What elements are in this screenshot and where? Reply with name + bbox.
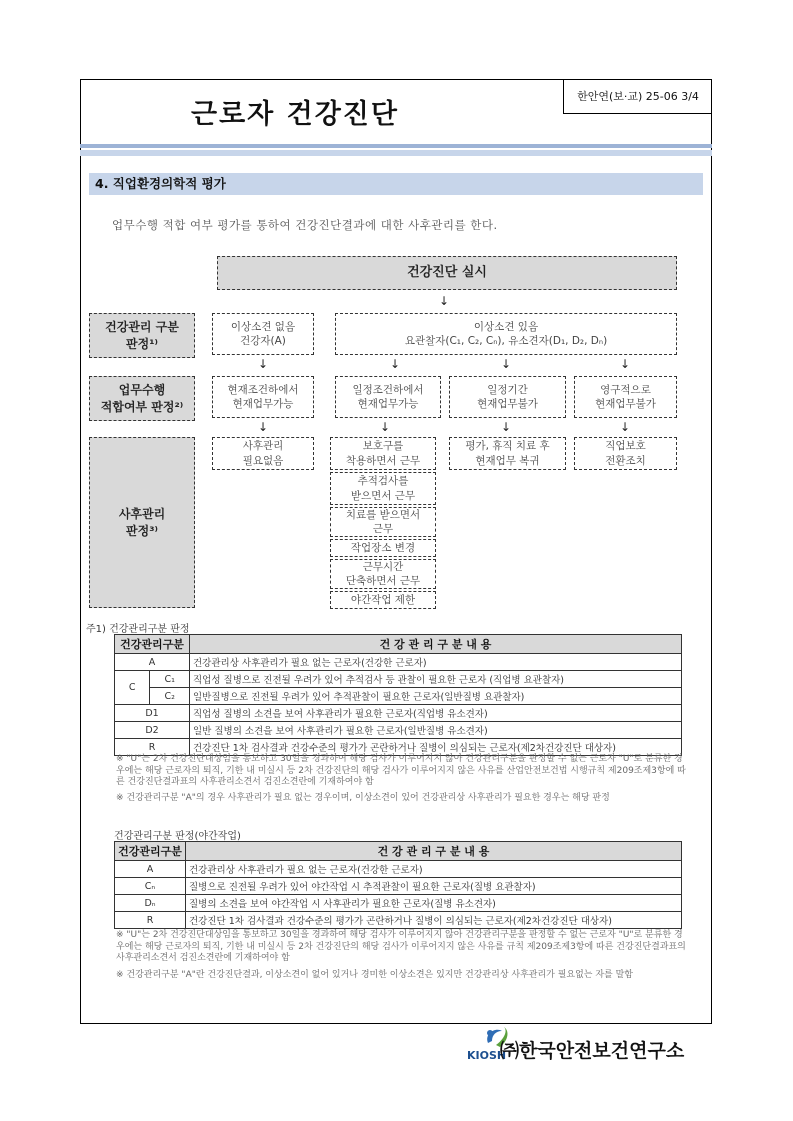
section-heading: 4. 직업환경의학적 평가 (89, 173, 703, 195)
box-no-followup: 사후관리 필요없음 (212, 437, 314, 470)
arrow-down-icon: ↓ (620, 357, 631, 371)
header-divider (80, 144, 712, 148)
arrow-down-icon: ↓ (501, 357, 512, 371)
table-header: 건 강 관 리 구 분 내 용 (190, 635, 682, 654)
table-row (115, 688, 682, 705)
organization-name: ㈜한국안전보건연구소 (500, 1040, 685, 1062)
table-cell-text: 질병의 소견을 보여 야간작업 시 사후관리가 필요한 근로자(질병 유소견자) (186, 895, 682, 912)
arrow-down-icon: ↓ (620, 420, 631, 434)
table-cell-code: D2 (115, 722, 190, 739)
table-header: 건강관리구분 (115, 635, 190, 654)
table-cell-code: D1 (115, 705, 190, 722)
table-row (115, 722, 682, 739)
table-cell-text: 일반질병으로 진전될 우려가 있어 추적관찰이 필요한 근로자(일반질병 요관찰자) (190, 688, 682, 705)
box-followup-night-limit: 야간작업 제한 (330, 591, 436, 609)
box-fit-current: 현재조건하에서 현재업무가능 (212, 376, 314, 418)
night-work-table (114, 841, 682, 929)
label-health-class: 건강관리 구분 판정¹⁾ (89, 313, 195, 358)
table-row (115, 895, 682, 912)
table-cell-text: 건강관리상 사후관리가 필요 없는 근로자(건강한 근로자) (186, 861, 682, 878)
box-followup-ppe: 보호구를 착용하면서 근무 (330, 437, 436, 470)
arrow-down-icon: ↓ (501, 420, 512, 434)
note1-title: 주1) 건강관리구분 판정 (86, 624, 190, 635)
table-cell-code: A (115, 861, 186, 878)
note2-title: 건강관리구분 판정(야간작업) (114, 831, 241, 842)
table-cell-text: 일반 질병의 소견을 보여 사후관리가 필요한 근로자(일반질병 유소견자) (190, 722, 682, 739)
box-unfit-temporary: 일정기간 현재업무불가 (449, 376, 566, 418)
table-row (115, 705, 682, 722)
label-followup: 사후관리 판정³⁾ (89, 437, 195, 608)
section-intro: 업무수행 적합 여부 평가를 통하여 건강진단결과에 대한 사후관리를 한다. (112, 218, 498, 232)
table-row (115, 861, 682, 878)
box-followup-short-hours: 근무시간 단축하면서 근무 (330, 559, 436, 589)
box-abnormal: 이상소견 있음 요관찰자(C₁, C₂, Cₙ), 유소견자(D₁, D₂, Dₙ) (335, 313, 677, 355)
box-followup-treatment: 치료를 받으면서 근무 (330, 507, 436, 537)
arrow-down-icon: ↓ (380, 420, 391, 434)
header-divider-light (80, 150, 712, 156)
health-class-table (114, 634, 682, 756)
flow-top-box: 건강진단 실시 (217, 256, 677, 290)
table-header: 건강관리구분 (115, 842, 186, 861)
page-title: 근로자 건강진단 (191, 99, 399, 130)
table-cell-code: A (115, 654, 190, 671)
table-row (115, 654, 682, 671)
table1-footnote: ※ "U"는 2차 건강진단대상임을 통보하고 30일을 경과하여 해당 검사가 이루어지지 않아 건강관리구분을 판정할 수 없는 근로자 "U"로 분류한 경우에는 해당 근로자의 퇴직, 기한 내 미실시 등 2차 건강진단의 해당 검사가 이루어지지 않은 사유를 산업안전보건법 시행규칙 제209조제3항에 따른 건강진단결과표의 사후관리소견서 검진소견란에 기재하여야 함 (116, 754, 686, 787)
arrow-down-icon: ↓ (390, 357, 401, 371)
table-cell-sub: C₂ (150, 688, 190, 705)
document-number: 한안연(보·교) 25-06 3/4 (563, 80, 712, 114)
table-row (115, 878, 682, 895)
box-normal: 이상소견 없음 건강자(A) (212, 313, 314, 355)
table-row (115, 739, 682, 756)
table-cell-text: 건강관리상 사후관리가 필요 없는 근로자(건강한 근로자) (190, 654, 682, 671)
table-cell-code: R (115, 912, 186, 929)
table-cell-text: 건강진단 1차 검사결과 건강수준의 평가가 곤란하거나 질병이 의심되는 근로자(제2차건강진단 대상자) (186, 912, 682, 929)
label-fitness: 업무수행 적합여부 판정²⁾ (89, 376, 195, 421)
box-followup-tracking: 추적검사를 받으면서 근무 (330, 472, 436, 505)
table-cell-code: R (115, 739, 190, 756)
table2-footnote: ※ 건강관리구분 "A"란 건강진단결과, 이상소견이 없어 있거나 경미한 이상소견은 있지만 건강관리상 사후관리가 필요없는 자를 말함 (116, 970, 633, 980)
box-fit-conditional: 일정조건하에서 현재업무가능 (335, 376, 441, 418)
box-job-transfer: 직업보호 전환조치 (574, 437, 677, 470)
table-row (115, 671, 682, 688)
table-cell-text: 질병으로 진전될 우려가 있어 야간작업 시 추적관찰이 필요한 근로자(질병 요관찰자) (186, 878, 682, 895)
table-cell-code: Dₙ (115, 895, 186, 912)
table-cell-text: 직업성 질병으로 진전될 우려가 있어 추적검사 등 관찰이 필요한 근로자 (직업병 요관찰자) (190, 671, 682, 688)
table-cell-sub: C₁ (150, 671, 190, 688)
arrow-down-icon: ↓ (258, 420, 269, 434)
arrow-down-icon: ↓ (258, 357, 269, 371)
table-cell-text: 직업성 질병의 소견을 보여 사후관리가 필요한 근로자(직업병 유소견자) (190, 705, 682, 722)
box-unfit-permanent: 영구적으로 현재업무불가 (574, 376, 677, 418)
table-header: 건 강 관 리 구 분 내 용 (186, 842, 682, 861)
table-cell-code: Cₙ (115, 878, 186, 895)
arrow-down-icon: ↓ (439, 294, 450, 308)
table-row (115, 912, 682, 929)
box-followup-relocation: 작업장소 변경 (330, 539, 436, 557)
table2-footnote: ※ "U"는 2차 건강진단대상임을 통보하고 30일을 경과하여 해당 검사가 이루어지지 않아 건강관리구분을 판정할 수 없는 근로자 "U"로 분류한 경우에는 해당 근로자의 퇴직, 기한 내 미실시 등 2차 건강진단의 해당 검사가 이루어지지 않은 사유를 규칙 제209조제3항에 따른 건강진단결과표의 사후관리소견서 검진소견란에 기재하여야 함 (116, 930, 686, 963)
table1-footnote: ※ 건강관리구분 "A"의 경우 사후관리가 필요 없는 경우이며, 이상소견이 있어 건강관리상 사후관리가 필요한 경우는 해당 판정 (116, 793, 610, 803)
logo-caption: KIOSH (467, 1049, 507, 1062)
box-return-after-treatment: 평가, 휴직 치료 후 현재업무 복귀 (449, 437, 566, 470)
table-cell-text: 건강진단 1차 검사결과 건강수준의 평가가 곤란하거나 질병이 의심되는 근로자(제2차건강진단 대상자) (190, 739, 682, 756)
table-cell-code: C (115, 671, 150, 705)
